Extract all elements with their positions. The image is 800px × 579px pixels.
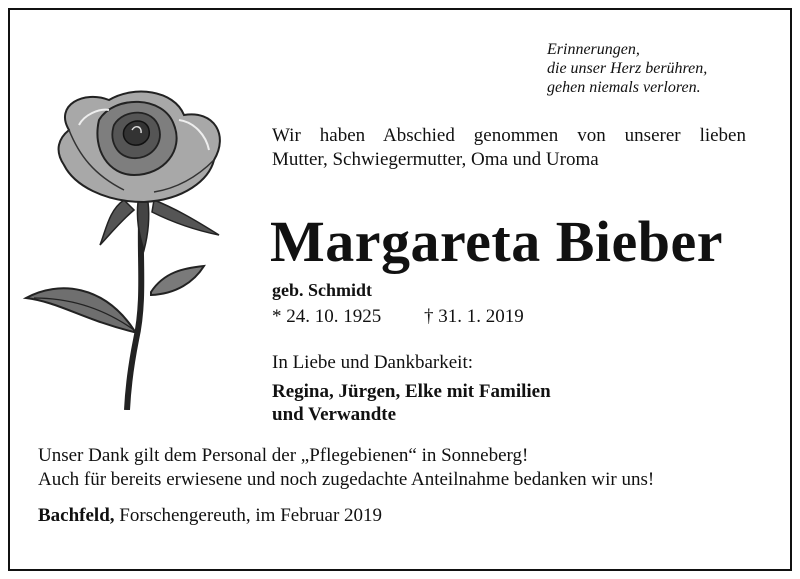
thanks-text [38, 444, 750, 492]
quote-line: gehen niemals verloren. [547, 79, 701, 96]
thanks-line: Auch für bereits erwiesene und noch zugedachte Anteilnahme bedanken wir uns! [38, 469, 655, 490]
intro-line: Wir haben Abschied genommen von unserer lieben [272, 125, 746, 146]
mourners-line: und Verwandte [272, 404, 397, 425]
place-and-date [38, 505, 382, 527]
quote-line: die unser Herz berühren, [547, 60, 708, 77]
death-date: † 31. 1. 2019 [424, 306, 524, 327]
place-rest: Forschengereuth, im Februar 2019 [114, 505, 383, 526]
birth-name: geb. Schmidt [272, 280, 373, 300]
place-bold: Bachfeld, [38, 505, 115, 526]
farewell-intro [272, 124, 746, 172]
memorial-quote [547, 40, 707, 97]
life-dates [272, 306, 524, 328]
quote-line: Erinnerungen, [547, 41, 640, 58]
intro-line: Mutter, Schwiegermutter, Oma und Uroma [272, 149, 599, 170]
thanks-line: Unser Dank gilt dem Personal der „Pflegebienen“ in Sonneberg! [38, 445, 529, 466]
mourners-line: Regina, Jürgen, Elke mit Familien [272, 381, 551, 402]
rose-illustration [14, 80, 239, 410]
birth-date: * 24. 10. 1925 [272, 306, 382, 327]
deceased-name: Margareta Bieber [270, 209, 724, 274]
mourners-heading: In Liebe und Dankbarkeit: [272, 352, 474, 373]
mourners-list [272, 380, 551, 426]
